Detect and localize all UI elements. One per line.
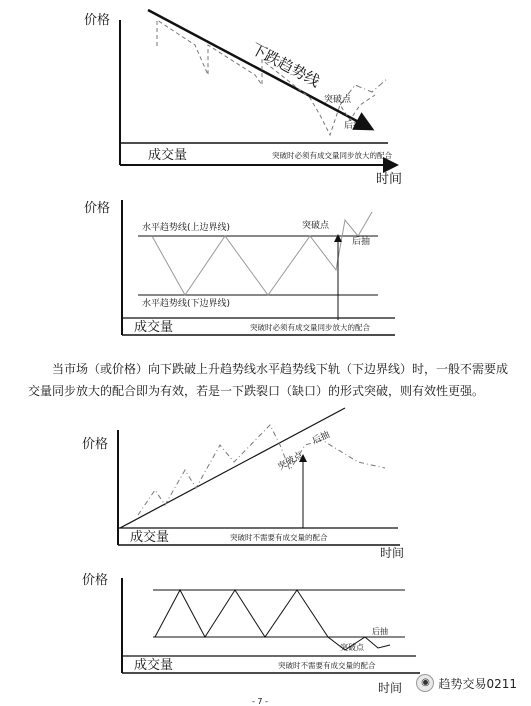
volume-label: 成交量 — [134, 320, 174, 335]
lower-line-label: 水平趋势线(下边界线) — [142, 299, 231, 309]
x-axis-label: 时间 — [376, 172, 403, 187]
diagram-horizontal-range — [84, 200, 395, 335]
volume-note: 突破时不需要有成交量的配合 — [278, 661, 376, 670]
diagram-range-break-down — [82, 572, 420, 695]
breakout-label: 突破点 — [276, 450, 305, 473]
watermark — [416, 674, 517, 692]
y-axis-label: 价格 — [82, 437, 109, 452]
price-path — [138, 425, 385, 515]
diagram-downtrend — [84, 10, 402, 187]
volume-label: 成交量 — [148, 148, 188, 163]
price-path — [155, 590, 390, 650]
page-number: - 7 - — [252, 697, 268, 706]
volume-note: 突破时必须有成交量同步放大的配合 — [272, 151, 392, 160]
watermark-text: 趋势交易0211 — [438, 676, 517, 691]
upper-line-label: 水平趋势线(上边界线) — [142, 223, 231, 233]
pullback-label: 后抽 — [352, 237, 371, 247]
breakout-label: 突破点 — [302, 221, 330, 231]
y-axis-label: 价格 — [82, 573, 109, 588]
uptrend-line — [120, 408, 345, 528]
price-path — [157, 20, 375, 135]
explanation-paragraph: 当市场（或价格）向下跌破上升趋势线水平趋势线下轨（下边界线）时，一般不需要成交量同步放大的配合即为有效，若是一下跌裂口（缺口）的形式突破，则有效性更强。 — [28, 362, 509, 398]
pullback-label: 后抽 — [344, 121, 363, 131]
breakout-label: 突破点 — [324, 95, 352, 105]
downtrend-line — [148, 10, 370, 128]
y-axis-label: 价格 — [84, 201, 111, 216]
volume-label: 成交量 — [134, 658, 174, 673]
x-axis-label: 时间 — [378, 681, 403, 695]
breakout-label: 突破点 — [340, 643, 364, 652]
wechat-icon: ◉ — [416, 674, 434, 692]
diagram-uptrend-break — [82, 408, 404, 560]
y-axis-label: 价格 — [84, 13, 111, 28]
volume-note: 突破时必须有成交量同步放大的配合 — [250, 323, 370, 332]
x-axis-label: 时间 — [380, 546, 405, 560]
volume-note: 突破时不需要有成交量的配合 — [230, 533, 328, 542]
pullback-label: 后抽 — [372, 627, 388, 636]
volume-label: 成交量 — [130, 530, 170, 545]
trend-label: 下跌趋势线 — [248, 39, 323, 91]
pullback-label: 后抽 — [311, 430, 332, 447]
